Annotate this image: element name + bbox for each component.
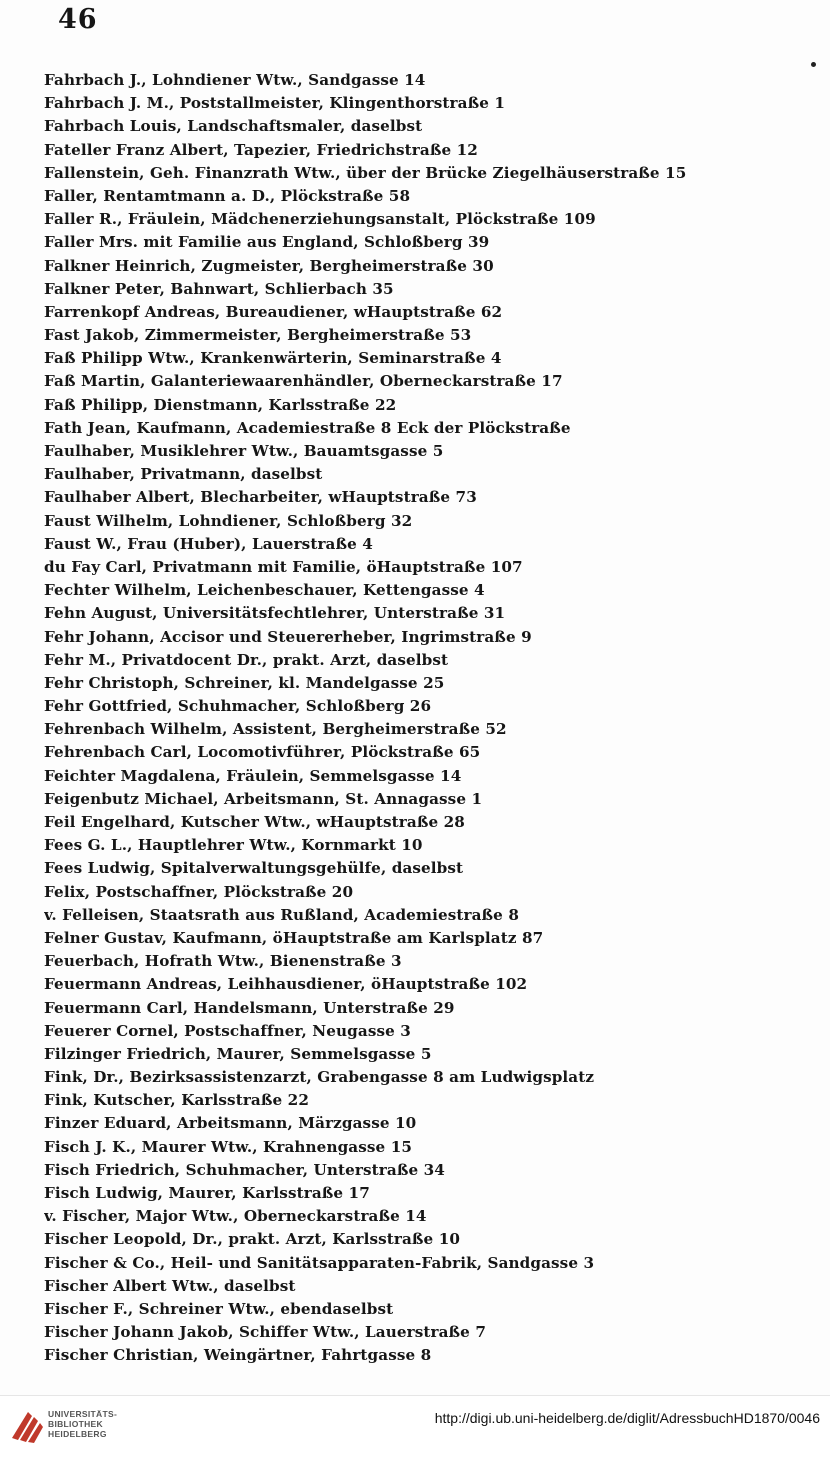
directory-entry: Fees G. L., Hauptlehrer Wtw., Kornmarkt 10 [44,836,423,855]
source-url[interactable]: http://digi.ub.uni-heidelberg.de/diglit/AdressbuchHD1870/0046 [434,1410,820,1426]
directory-entry: Feichter Magdalena, Fräulein, Semmelsgasse 14 [44,766,462,785]
directory-entry: Fischer F., Schreiner Wtw., ebendaselbst [44,1299,394,1318]
directory-entry: v. Fischer, Major Wtw., Oberneckarstraße 14 [44,1207,427,1226]
directory-entry: Fisch Ludwig, Maurer, Karlsstraße 17 [44,1184,370,1202]
directory-entry: Fischer Leopold, Dr., prakt. Arzt, Karlsstraße 10 [44,1230,461,1249]
directory-entry: Feuerbach, Hofrath Wtw., Bienenstraße 3 [44,952,402,971]
directory-entry: Fink, Kutscher, Karlsstraße 22 [44,1091,309,1110]
directory-entry: Fehr Christoph, Schreiner, kl. Mandelgasse 25 [44,673,445,692]
directory-entry: Faller Mrs. mit Familie aus England, Schloßberg 39 [44,233,490,252]
directory-entry: Finzer Eduard, Arbeitsmann, Märzgasse 10 [44,1114,417,1133]
directory-entry: Feuerer Cornel, Postschaffner, Neugasse 3 [44,1021,411,1040]
ink-speck [811,62,816,67]
directory-entry: Fisch Friedrich, Schuhmacher, Unterstraße 34 [44,1160,445,1179]
directory-entry: Fast Jakob, Zimmermeister, Bergheimerstraße 53 [44,326,472,345]
directory-entry: Fechter Wilhelm, Leichenbeschauer, Kettengasse 4 [44,581,485,600]
directory-entry: Fehr Johann, Accisor und Steuererheber, Ingrimstraße 9 [44,627,532,646]
directory-entry: Fischer Christian, Weingärtner, Fahrtgasse 8 [44,1346,432,1365]
institution-line: UNIVERSITÄTS- [48,1409,118,1419]
directory-entry: Faller R., Fräulein, Mädchenerziehungsanstalt, Plöckstraße 109 [44,210,596,229]
directory-entry: Felix, Postschaffner, Plöckstraße 20 [44,882,354,901]
directory-entry: du Fay Carl, Privatmann mit Familie, öHauptstraße 107 [44,557,523,576]
directory-entry: Fallenstein, Geh. Finanzrath Wtw., über der Brücke Ziegelhäuserstraße 15 [44,163,687,182]
footer-bar [0,1395,830,1459]
institution-line: BIBLIOTHEK [48,1419,103,1429]
directory-entry: Faller, Rentamtmann a. D., Plöckstraße 58 [44,186,411,205]
directory-entry: Fahrbach J. M., Poststallmeister, Klingenthorstraße 1 [44,94,506,113]
institution-line: HEIDELBERG [48,1429,107,1439]
page-number: 46 [58,4,98,35]
directory-entry: Feuermann Andreas, Leihhausdiener, öHauptstraße 102 [44,975,528,994]
directory-entry: Faß Philipp Wtw., Krankenwärterin, Seminarstraße 4 [44,349,502,368]
directory-entry: Fischer Johann Jakob, Schiffer Wtw., Lauerstraße 7 [44,1323,487,1342]
directory-entry: Fees Ludwig, Spitalverwaltungsgehülfe, daselbst [44,859,464,878]
directory-entry: Feigenbutz Michael, Arbeitsmann, St. Annagasse 1 [44,789,483,808]
directory-entry: Fahrbach J., Lohndiener Wtw., Sandgasse 14 [44,71,426,89]
directory-entry: Faß Philipp, Dienstmann, Karlsstraße 22 [44,395,397,414]
directory-entry: Fehr M., Privatdocent Dr., prakt. Arzt, daselbst [44,650,449,669]
directory-entry: Filzinger Friedrich, Maurer, Semmelsgasse 5 [44,1044,432,1063]
directory-entry: Fahrbach Louis, Landschaftsmaler, daselbst [44,117,423,136]
directory-entry: Fischer Albert Wtw., daselbst [44,1276,296,1295]
directory-entry: Feil Engelhard, Kutscher Wtw., wHauptstraße 28 [44,813,465,831]
directory-entry: Fehrenbach Wilhelm, Assistent, Bergheimerstraße 52 [44,720,507,739]
directory-entry: Farrenkopf Andreas, Bureaudiener, wHauptstraße 62 [44,302,503,321]
directory-entry: Fehrenbach Carl, Locomotivführer, Plöckstraße 65 [44,743,481,762]
directory-entry: Faulhaber Albert, Blecharbeiter, wHauptstraße 73 [44,488,477,507]
directory-entry: v. Felleisen, Staatsrath aus Rußland, Academiestraße 8 [44,905,519,924]
directory-entry: Falkner Peter, Bahnwart, Schlierbach 35 [44,279,394,298]
directory-entry: Faß Martin, Galanteriewaarenhändler, Oberneckarstraße 17 [44,372,563,391]
directory-entry: Faulhaber, Privatmann, daselbst [44,465,323,484]
directory-entry: Fehn August, Universitätsfechtlehrer, Unterstraße 31 [44,604,506,623]
directory-entry: Faulhaber, Musiklehrer Wtw., Bauamtsgasse 5 [44,442,444,460]
directory-entry: Fischer & Co., Heil- und Sanitätsapparaten-Fabrik, Sandgasse 3 [44,1253,595,1272]
directory-entry: Faust W., Frau (Huber), Lauerstraße 4 [44,534,373,553]
directory-entry: Fink, Dr., Bezirksassistenzarzt, Grabengasse 8 am Ludwigsplatz [44,1068,595,1087]
directory-entry: Fisch J. K., Maurer Wtw., Krahnengasse 15 [44,1137,413,1156]
directory-entry: Fath Jean, Kaufmann, Academiestraße 8 Eck der Plöckstraße [44,418,571,437]
directory-entry: Fateller Franz Albert, Tapezier, Friedrichstraße 12 [44,140,478,159]
directory-entries [44,69,814,1368]
university-library-logo-icon [8,1408,46,1446]
institution-name [48,1409,117,1439]
directory-entry: Falkner Heinrich, Zugmeister, Bergheimerstraße 30 [44,256,494,275]
directory-entry: Faust Wilhelm, Lohndiener, Schloßberg 32 [44,511,413,530]
directory-entry: Feuermann Carl, Handelsmann, Unterstraße 29 [44,998,455,1017]
directory-entry: Felner Gustav, Kaufmann, öHauptstraße am Karlsplatz 87 [44,928,544,947]
directory-entry: Fehr Gottfried, Schuhmacher, Schloßberg 26 [44,697,432,716]
